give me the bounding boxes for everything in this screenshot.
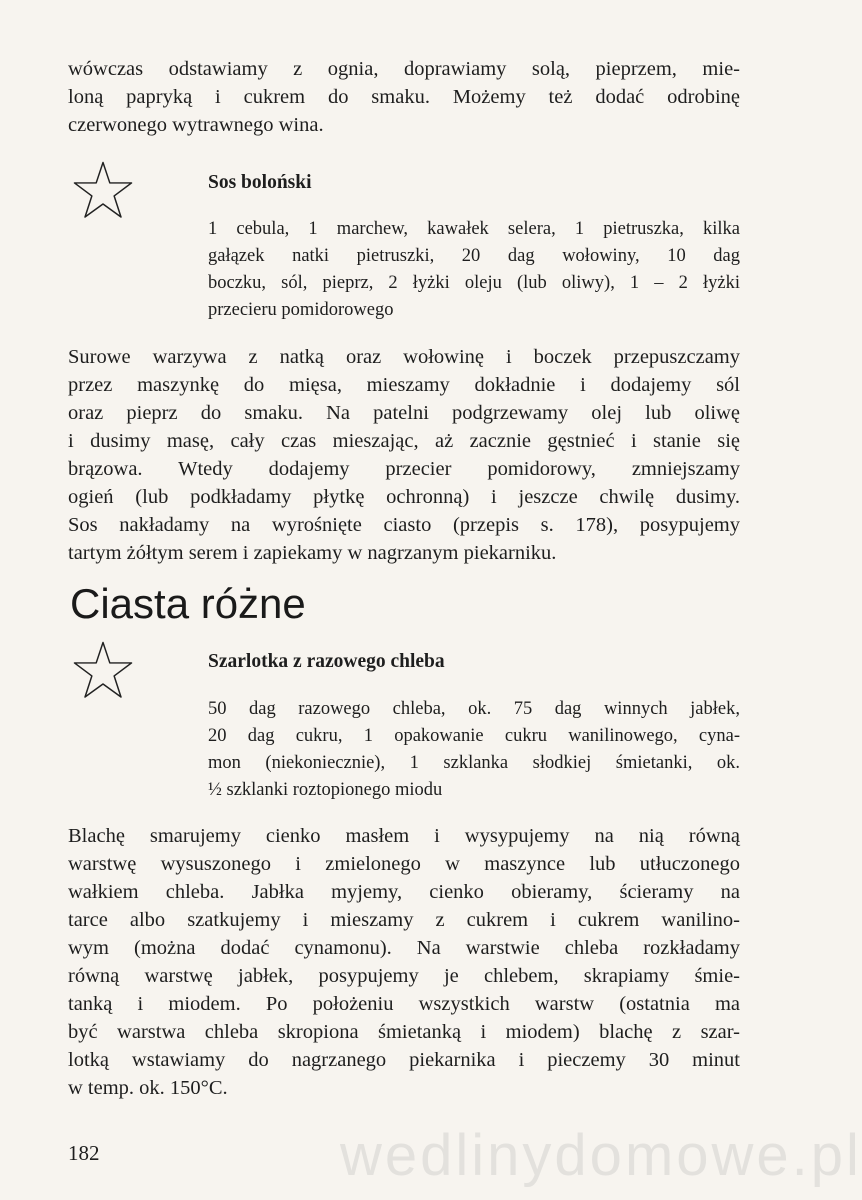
- ingredient-line: gałązek natki pietruszki, 20 dag wołowiny, 10 dag: [208, 246, 740, 266]
- text-line: ogień (lub podkładamy płytkę ochronną) i jeszcze chwilę dusimy.: [68, 486, 740, 508]
- text-line: równą warstwę jabłek, posypujemy je chlebem, skrapiamy śmie-: [68, 965, 740, 987]
- text-line: brązowa. Wtedy dodajemy przecier pomidorowy, zmniejszamy: [68, 458, 740, 480]
- text-line: być warstwa chleba skropiona śmietanką i miodem) blachę z szar-: [68, 1021, 740, 1043]
- ingredient-line: mon (niekoniecznie), 1 szklanka słodkiej śmietanki, ok.: [208, 753, 740, 773]
- ingredient-line: 20 dag cukru, 1 opakowanie cukru wanilinowego, cyna-: [208, 726, 740, 746]
- text-line: Blachę smarujemy cienko masłem i wysypujemy na nią równą: [68, 825, 740, 847]
- star-outline-icon: [72, 160, 134, 222]
- ingredients-bolonski: [208, 216, 740, 324]
- text-line: wówczas odstawiamy z ognia, doprawiamy solą, pieprzem, mie-: [68, 58, 740, 80]
- recipe-title-szarlotka: Szarlotka z razowego chleba: [208, 651, 445, 672]
- star-outline-icon: [72, 640, 134, 702]
- ingredient-line: boczku, sól, pieprz, 2 łyżki oleju (lub oliwy), 1 – 2 łyżki: [208, 273, 740, 293]
- text-line: czerwonego wytrawnego wina.: [68, 114, 324, 136]
- ingredients-szarlotka: [208, 696, 740, 804]
- text-line: tanką i miodem. Po położeniu wszystkich warstw (ostatnia ma: [68, 993, 740, 1015]
- method-szarlotka: [68, 822, 740, 1102]
- ingredient-line: 1 cebula, 1 marchew, kawałek selera, 1 pietruszka, kilka: [208, 219, 740, 239]
- text-line: Sos nakładamy na wyrośnięte ciasto (przepis s. 178), posypujemy: [68, 514, 740, 536]
- text-line: loną papryką i cukrem do smaku. Możemy też dodać odrobinę: [68, 86, 740, 108]
- intro-paragraph: [68, 55, 740, 139]
- text-line: tarce albo szatkujemy i mieszamy z cukrem i cukrem wanilino-: [68, 909, 740, 931]
- text-line: warstwę wysuszonego i zmielonego w maszynce lub utłuczonego: [68, 853, 740, 875]
- page-number: 182: [68, 1141, 100, 1165]
- ingredient-line: przecieru pomidorowego: [208, 300, 394, 320]
- watermark: wedlinydomowe.pl: [340, 1123, 862, 1188]
- text-line: oraz pieprz do smaku. Na patelni podgrzewamy olej lub oliwę: [68, 402, 740, 424]
- text-line: przez maszynkę do mięsa, mieszamy dokładnie i dodajemy sól: [68, 374, 740, 396]
- text-line: w temp. ok. 150°C.: [68, 1077, 228, 1099]
- method-bolonski: [68, 343, 740, 567]
- text-line: wałkiem chleba. Jabłka myjemy, cienko obieramy, ścieramy na: [68, 881, 740, 903]
- text-line: Surowe warzywa z natką oraz wołowinę i boczek przepuszczamy: [68, 346, 740, 368]
- text-line: i dusimy masę, cały czas mieszając, aż zacznie gęstnieć i stanie się: [68, 430, 740, 452]
- ingredient-line: ½ szklanki roztopionego miodu: [208, 780, 443, 800]
- text-line: lotką wstawiamy do nagrzanego piekarnika i pieczemy 30 minut: [68, 1049, 740, 1071]
- recipe-title-bolonski: Sos boloński: [208, 172, 312, 193]
- ingredient-line: 50 dag razowego chleba, ok. 75 dag winnych jabłek,: [208, 699, 740, 719]
- text-line: wym (można dodać cynamonu). Na warstwie chleba rozkładamy: [68, 937, 740, 959]
- section-title: Ciasta różne: [70, 580, 306, 627]
- text-line: tartym żółtym serem i zapiekamy w nagrzanym piekarniku.: [68, 542, 557, 564]
